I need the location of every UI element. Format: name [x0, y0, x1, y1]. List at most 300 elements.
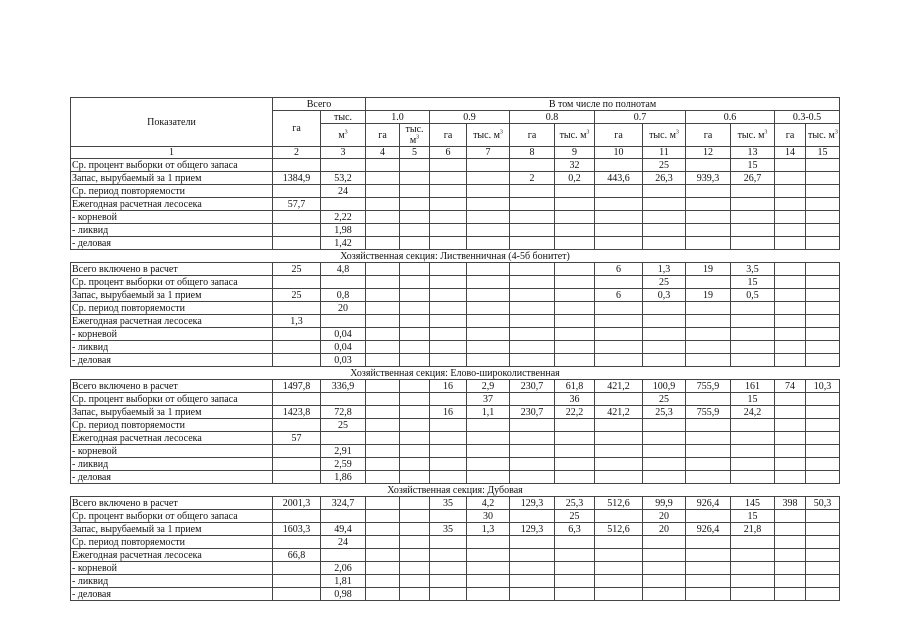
table-cell	[467, 211, 510, 224]
table-cell	[806, 224, 840, 237]
table-row	[71, 224, 840, 237]
density-header: 0.9	[430, 111, 510, 124]
section-row	[71, 484, 840, 497]
table-cell	[467, 588, 510, 601]
table-cell	[806, 341, 840, 354]
table-cell	[467, 354, 510, 367]
table-cell: 19	[686, 289, 731, 302]
table-row	[71, 458, 840, 471]
table-cell	[643, 315, 686, 328]
table-cell	[555, 562, 595, 575]
table-cell: 755,9	[686, 380, 731, 393]
row-label: Ежегодная расчетная лесосека	[71, 549, 273, 562]
table-cell	[467, 575, 510, 588]
table-cell	[595, 432, 643, 445]
table-row	[71, 263, 840, 276]
table-cell	[366, 406, 400, 419]
table-cell	[806, 510, 840, 523]
table-cell	[510, 432, 555, 445]
table-cell: 24	[321, 536, 366, 549]
table-cell	[806, 406, 840, 419]
table-cell	[273, 510, 321, 523]
table-cell	[430, 237, 467, 250]
table-cell: 421,2	[595, 380, 643, 393]
table-cell: 1423,8	[273, 406, 321, 419]
table-cell	[731, 211, 775, 224]
table-cell	[775, 419, 806, 432]
table-cell	[400, 276, 430, 289]
table-cell	[273, 536, 321, 549]
table-row	[71, 380, 840, 393]
table-cell	[400, 380, 430, 393]
table-cell	[643, 354, 686, 367]
table-cell	[467, 276, 510, 289]
table-cell	[273, 302, 321, 315]
table-cell	[430, 393, 467, 406]
table-cell	[430, 432, 467, 445]
row-label: Ср. период повторяемости	[71, 419, 273, 432]
column-number: 1	[71, 147, 273, 159]
table-cell	[806, 432, 840, 445]
table-cell: 99,9	[643, 497, 686, 510]
table-cell	[366, 289, 400, 302]
table-cell	[467, 263, 510, 276]
table-cell	[595, 341, 643, 354]
table-cell	[686, 211, 731, 224]
table-cell	[366, 198, 400, 211]
table-cell	[595, 315, 643, 328]
table-cell	[273, 588, 321, 601]
total-thous-header: тыс.	[321, 111, 366, 124]
column-number: 13	[731, 147, 775, 159]
table-cell	[366, 588, 400, 601]
table-cell	[366, 471, 400, 484]
table-cell	[775, 406, 806, 419]
table-cell	[510, 341, 555, 354]
table-cell: 25	[643, 159, 686, 172]
table-cell: 1,42	[321, 237, 366, 250]
table-cell	[595, 211, 643, 224]
table-cell: 26,3	[643, 172, 686, 185]
table-cell	[686, 458, 731, 471]
table-cell	[510, 588, 555, 601]
table-cell: 24,2	[731, 406, 775, 419]
table-cell	[775, 536, 806, 549]
table-cell	[686, 302, 731, 315]
table-cell	[366, 432, 400, 445]
table-cell	[430, 341, 467, 354]
table-cell: 6	[595, 289, 643, 302]
table-cell	[510, 393, 555, 406]
column-number: 11	[643, 147, 686, 159]
table-cell	[775, 328, 806, 341]
unit-header: тыс. $м^3$	[731, 124, 775, 147]
table-cell	[555, 588, 595, 601]
table-cell: 129,3	[510, 523, 555, 536]
table-cell	[467, 458, 510, 471]
table-cell	[467, 302, 510, 315]
table-cell	[366, 302, 400, 315]
table-cell	[775, 471, 806, 484]
row-label: Всего включено в расчет	[71, 497, 273, 510]
row-label: Всего включено в расчет	[71, 263, 273, 276]
table-cell: 0,5	[731, 289, 775, 302]
table-cell	[366, 224, 400, 237]
row-label: Всего включено в расчет	[71, 380, 273, 393]
table-cell	[775, 172, 806, 185]
table-cell	[366, 341, 400, 354]
table-cell	[775, 276, 806, 289]
table-cell	[643, 341, 686, 354]
table-cell: 15	[731, 276, 775, 289]
table-cell: 398	[775, 497, 806, 510]
table-cell	[806, 419, 840, 432]
table-cell	[467, 328, 510, 341]
table-cell	[775, 185, 806, 198]
table-row	[71, 172, 840, 185]
table-cell	[686, 159, 731, 172]
table-cell	[595, 237, 643, 250]
table-cell	[400, 302, 430, 315]
section-row	[71, 367, 840, 380]
section-title: Хозяйственная секция: Дубовая	[71, 484, 840, 497]
table-cell	[400, 341, 430, 354]
table-cell	[366, 419, 400, 432]
table-row	[71, 523, 840, 536]
table-cell	[595, 328, 643, 341]
table-cell	[643, 458, 686, 471]
table-cell	[555, 536, 595, 549]
unit-header: га	[366, 124, 400, 147]
table-cell: 72,8	[321, 406, 366, 419]
table-cell	[366, 497, 400, 510]
table-row	[71, 211, 840, 224]
table-cell	[806, 302, 840, 315]
row-label: - ликвид	[71, 575, 273, 588]
table-cell: 2001,3	[273, 497, 321, 510]
table-cell	[595, 458, 643, 471]
table-cell: 1,3	[643, 263, 686, 276]
unit-header: тыс. $м^3$	[643, 124, 686, 147]
table-cell	[775, 393, 806, 406]
table-cell	[595, 445, 643, 458]
table-cell	[686, 575, 731, 588]
table-row	[71, 341, 840, 354]
table-row	[71, 510, 840, 523]
row-label: Запас, вырубаемый за 1 прием	[71, 172, 273, 185]
table-cell	[430, 471, 467, 484]
table-cell: 129,3	[510, 497, 555, 510]
table-cell	[467, 224, 510, 237]
table-cell: 0,98	[321, 588, 366, 601]
table-cell	[806, 393, 840, 406]
table-cell: 25,3	[555, 497, 595, 510]
table-cell: 2,59	[321, 458, 366, 471]
table-cell	[273, 575, 321, 588]
table-cell	[686, 315, 731, 328]
column-number: 6	[430, 147, 467, 159]
table-cell	[400, 328, 430, 341]
unit-header: га	[686, 124, 731, 147]
table-cell	[595, 510, 643, 523]
row-label: Ср. период повторяемости	[71, 302, 273, 315]
table-cell	[555, 445, 595, 458]
table-cell	[467, 549, 510, 562]
table-cell	[366, 536, 400, 549]
table-cell	[366, 575, 400, 588]
table-cell	[806, 458, 840, 471]
table-cell: 15	[731, 159, 775, 172]
table-cell	[273, 458, 321, 471]
table-cell	[273, 185, 321, 198]
table-cell	[775, 341, 806, 354]
table-cell	[400, 523, 430, 536]
table-cell	[555, 328, 595, 341]
table-cell	[321, 276, 366, 289]
table-row	[71, 575, 840, 588]
table-cell	[273, 224, 321, 237]
table-cell	[467, 159, 510, 172]
table-cell	[806, 315, 840, 328]
table-cell: 1384,9	[273, 172, 321, 185]
row-label: - деловая	[71, 471, 273, 484]
table-cell	[467, 172, 510, 185]
table-cell	[686, 341, 731, 354]
table-cell	[366, 185, 400, 198]
table-cell	[686, 419, 731, 432]
table-cell	[555, 263, 595, 276]
table-cell	[400, 575, 430, 588]
row-label: - ликвид	[71, 341, 273, 354]
table-cell	[430, 224, 467, 237]
row-label: - корневой	[71, 562, 273, 575]
table-cell	[430, 172, 467, 185]
column-number: 15	[806, 147, 840, 159]
row-label: - корневой	[71, 211, 273, 224]
row-label: Запас, вырубаемый за 1 прием	[71, 523, 273, 536]
table-cell	[510, 185, 555, 198]
table-cell	[731, 185, 775, 198]
row-label: Запас, вырубаемый за 1 прием	[71, 289, 273, 302]
table-cell	[400, 159, 430, 172]
table-cell: 443,6	[595, 172, 643, 185]
table-cell	[400, 419, 430, 432]
table-cell	[555, 549, 595, 562]
table-cell	[400, 536, 430, 549]
table-cell	[775, 198, 806, 211]
table-cell	[643, 549, 686, 562]
table-cell	[595, 588, 643, 601]
table-cell	[595, 276, 643, 289]
table-cell: 100,9	[643, 380, 686, 393]
table-cell: 1,3	[273, 315, 321, 328]
table-cell	[731, 419, 775, 432]
table-cell: 230,7	[510, 406, 555, 419]
table-cell	[806, 523, 840, 536]
table-cell	[430, 549, 467, 562]
table-cell	[321, 549, 366, 562]
table-cell	[400, 289, 430, 302]
table-row	[71, 432, 840, 445]
table-cell: 2,06	[321, 562, 366, 575]
table-cell	[321, 315, 366, 328]
table-cell	[555, 432, 595, 445]
table-cell	[643, 588, 686, 601]
table-cell: 30	[467, 510, 510, 523]
table-cell	[273, 562, 321, 575]
table-cell	[467, 432, 510, 445]
table-cell	[430, 588, 467, 601]
table-cell	[555, 341, 595, 354]
row-label: - деловая	[71, 588, 273, 601]
row-label: - ликвид	[71, 224, 273, 237]
table-cell	[321, 198, 366, 211]
table-cell	[595, 185, 643, 198]
table-cell: 21,8	[731, 523, 775, 536]
table-cell	[400, 588, 430, 601]
table-cell	[366, 263, 400, 276]
table-cell	[595, 354, 643, 367]
unit-header: тыс. $м^3$	[400, 124, 430, 147]
table-cell: 145	[731, 497, 775, 510]
table-row	[71, 393, 840, 406]
table-cell	[400, 224, 430, 237]
unit-header: тыс. $м^3$	[806, 124, 840, 147]
table-cell	[366, 159, 400, 172]
density-header: 1.0	[366, 111, 430, 124]
table-cell: 926,4	[686, 523, 731, 536]
table-cell: 16	[430, 380, 467, 393]
table-cell	[686, 198, 731, 211]
table-cell	[806, 588, 840, 601]
table-cell	[595, 536, 643, 549]
table-cell: 57	[273, 432, 321, 445]
table-cell	[595, 549, 643, 562]
table-cell	[731, 302, 775, 315]
table-cell: 32	[555, 159, 595, 172]
table-cell	[366, 510, 400, 523]
table-cell	[643, 328, 686, 341]
table-cell	[430, 445, 467, 458]
table-cell	[555, 237, 595, 250]
table-cell	[400, 549, 430, 562]
table-cell	[595, 562, 643, 575]
table-cell: 4,2	[467, 497, 510, 510]
table-cell	[555, 185, 595, 198]
table-cell: 35	[430, 497, 467, 510]
table-cell	[467, 185, 510, 198]
table-cell	[806, 185, 840, 198]
total-ha-header: га	[273, 111, 321, 147]
table-cell	[510, 510, 555, 523]
table-cell	[775, 237, 806, 250]
table-cell	[366, 549, 400, 562]
table-cell: 74	[775, 380, 806, 393]
table-cell	[366, 172, 400, 185]
table-cell	[430, 276, 467, 289]
table-cell	[775, 523, 806, 536]
table-cell	[643, 185, 686, 198]
table-header	[71, 98, 840, 159]
table-row	[71, 588, 840, 601]
table-row	[71, 276, 840, 289]
table-row	[71, 406, 840, 419]
table-cell	[686, 224, 731, 237]
table-cell	[643, 536, 686, 549]
table-row	[71, 198, 840, 211]
table-cell	[555, 354, 595, 367]
row-label: - ликвид	[71, 458, 273, 471]
table-cell	[430, 315, 467, 328]
table-cell	[806, 536, 840, 549]
table-cell: 10,3	[806, 380, 840, 393]
table-cell	[806, 198, 840, 211]
table-cell: 0,04	[321, 341, 366, 354]
table-row	[71, 289, 840, 302]
table-cell	[430, 328, 467, 341]
table-cell	[400, 237, 430, 250]
table-cell	[273, 354, 321, 367]
table-cell: 3,5	[731, 263, 775, 276]
felling-table	[70, 97, 840, 601]
table-cell	[775, 575, 806, 588]
table-cell	[400, 562, 430, 575]
table-cell	[806, 276, 840, 289]
table-cell	[555, 471, 595, 484]
table-cell: 57,7	[273, 198, 321, 211]
table-cell: 6,3	[555, 523, 595, 536]
row-label: - деловая	[71, 354, 273, 367]
table-cell: 25	[555, 510, 595, 523]
table-cell	[555, 211, 595, 224]
table-cell	[595, 471, 643, 484]
table-cell	[806, 211, 840, 224]
table-cell: 1603,3	[273, 523, 321, 536]
table-cell: 15	[731, 393, 775, 406]
table-cell	[273, 445, 321, 458]
table-cell: 1,3	[467, 523, 510, 536]
column-number: 12	[686, 147, 731, 159]
table-cell	[467, 289, 510, 302]
table-cell	[510, 198, 555, 211]
table-body	[71, 159, 840, 601]
table-cell	[595, 224, 643, 237]
table-cell	[273, 393, 321, 406]
section-title: Хозяйственная секция: Лиственничная (4-5б бонитет)	[71, 250, 840, 263]
table-cell	[400, 393, 430, 406]
table-cell	[686, 471, 731, 484]
table-cell	[510, 211, 555, 224]
table-cell: 20	[643, 523, 686, 536]
table-row	[71, 237, 840, 250]
table-cell	[806, 575, 840, 588]
table-cell	[366, 445, 400, 458]
table-cell	[400, 315, 430, 328]
table-cell	[643, 419, 686, 432]
row-label: Ср. процент выборки от общего запаса	[71, 276, 273, 289]
table-cell	[430, 562, 467, 575]
table-cell	[273, 159, 321, 172]
table-cell	[555, 289, 595, 302]
table-cell	[273, 419, 321, 432]
table-cell	[775, 159, 806, 172]
incl-header: В том числе по полнотам	[366, 98, 840, 111]
table-cell	[806, 445, 840, 458]
row-label: - деловая	[71, 237, 273, 250]
table-cell: 1,98	[321, 224, 366, 237]
column-number: 3	[321, 147, 366, 159]
table-cell	[467, 419, 510, 432]
